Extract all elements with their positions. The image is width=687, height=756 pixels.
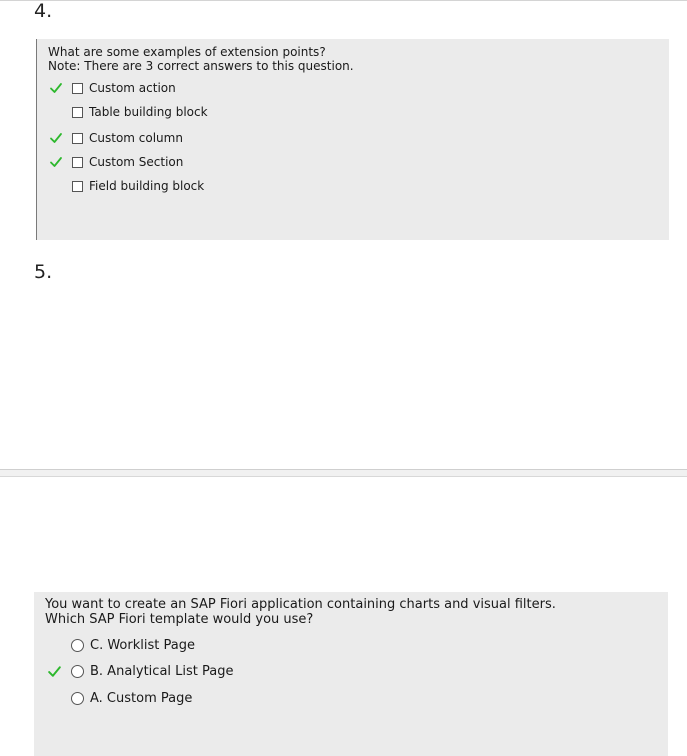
option-label: C. Worklist Page <box>90 637 195 653</box>
option-label: Field building block <box>89 179 205 193</box>
question-prompt: You want to create an SAP Fiori application containing charts and visual filters. <box>45 597 556 612</box>
option-label: A. Custom Page <box>90 690 193 706</box>
question-prompt: Which SAP Fiori template would you use? <box>45 612 314 627</box>
check-mark-icon <box>48 154 64 170</box>
radio-button[interactable] <box>71 692 84 705</box>
section-divider <box>0 469 687 477</box>
question-note: Note: There are 3 correct answers to this question. <box>48 59 354 73</box>
checkbox[interactable] <box>72 181 83 192</box>
option-label: Custom column <box>89 131 183 145</box>
answer-option-radio[interactable] <box>71 689 192 707</box>
answer-option-checkbox[interactable] <box>72 154 183 170</box>
option-label: Table building block <box>89 105 208 119</box>
checkbox[interactable] <box>72 83 83 94</box>
answer-option-radio[interactable] <box>71 636 195 654</box>
question-number: 5. <box>34 261 53 283</box>
question-number: 4. <box>34 0 53 22</box>
check-mark-icon <box>48 80 64 96</box>
checkbox[interactable] <box>72 133 83 144</box>
radio-button[interactable] <box>71 665 84 678</box>
answer-option-checkbox[interactable] <box>72 178 204 194</box>
check-mark-icon <box>46 663 62 679</box>
check-mark-icon <box>48 130 64 146</box>
answer-option-checkbox[interactable] <box>72 130 183 146</box>
option-label: B. Analytical List Page <box>90 663 234 679</box>
checkbox[interactable] <box>72 157 83 168</box>
answer-option-radio[interactable] <box>71 662 233 680</box>
option-label: Custom action <box>89 81 176 95</box>
top-divider <box>0 0 687 1</box>
radio-button[interactable] <box>71 639 84 652</box>
answer-option-checkbox[interactable] <box>72 104 208 120</box>
option-label: Custom Section <box>89 155 184 169</box>
checkbox[interactable] <box>72 107 83 118</box>
question-prompt: What are some examples of extension points? <box>48 45 326 59</box>
answer-option-checkbox[interactable] <box>72 80 176 96</box>
